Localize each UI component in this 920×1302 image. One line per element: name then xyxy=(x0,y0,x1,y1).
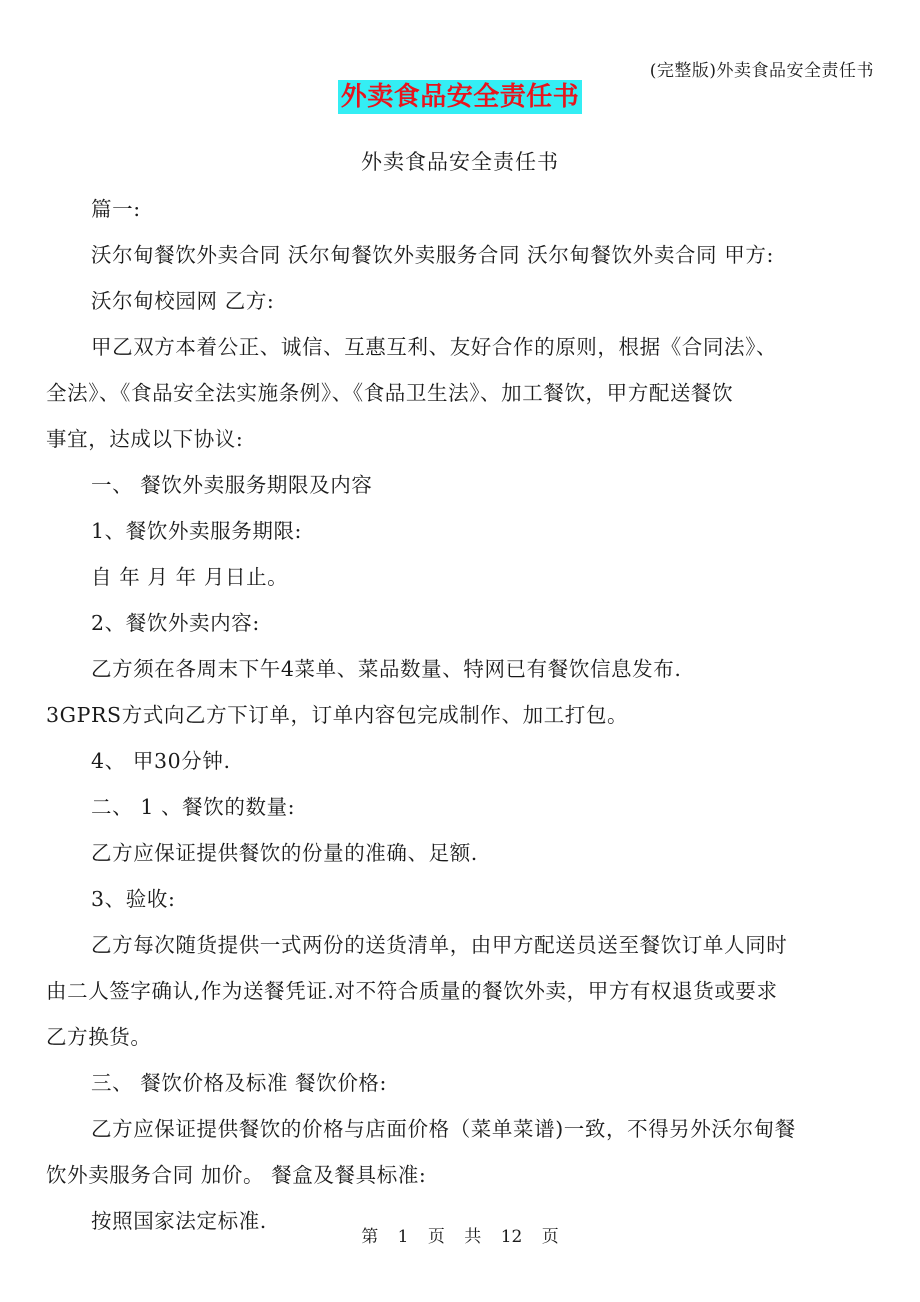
paragraph-line: 由二人签字确认,作为送餐凭证.对不符合质量的餐饮外卖，甲方有权退货或要求 xyxy=(46,979,778,1003)
paragraph-line: 4、 甲30分钟. xyxy=(91,749,231,773)
subsection-heading: 1、餐饮外卖服务期限: xyxy=(91,519,303,543)
section-heading: 二、 1 、餐饮的数量: xyxy=(91,795,296,819)
paragraph-line: 3GPRS方式向乙方下订单，订单内容包完成制作、加工打包。 xyxy=(46,703,629,727)
paragraph-line: 全法》、《食品安全法实施条例》、《食品卫生法》、加工餐饮，甲方配送餐饮 xyxy=(46,381,734,405)
total-pages-number: 12 xyxy=(500,1227,523,1247)
paragraph-line: 乙方应保证提供餐饮的份量的准确、足额. xyxy=(91,841,478,865)
document-subtitle: 外卖食品安全责任书 xyxy=(361,150,559,174)
page-footer xyxy=(0,1222,920,1247)
paragraph-line: 按照国家法定标准. xyxy=(91,1209,267,1233)
paragraph-line: 乙方换货。 xyxy=(46,1025,152,1049)
section-heading: 一、 餐饮外卖服务期限及内容 xyxy=(91,473,373,497)
section-heading: 三、 餐饮价格及标准 餐饮价格: xyxy=(91,1071,388,1095)
paragraph-line: 沃尔甸餐饮外卖合同 沃尔甸餐饮外卖服务合同 沃尔甸餐饮外卖合同 甲方: xyxy=(91,243,774,267)
paragraph-line: 沃尔甸校园网 乙方: xyxy=(91,289,275,313)
footer-label-unit-2: 页 xyxy=(541,1227,559,1247)
subsection-heading: 2、餐饮外卖内容: xyxy=(91,611,260,635)
footer-label-total: 共 xyxy=(464,1227,482,1247)
document-body xyxy=(46,186,874,1244)
section-heading: 篇一: xyxy=(91,197,141,221)
subsection-heading: 3、验收: xyxy=(91,887,176,911)
paragraph-line: 饮外卖服务合同 加价。 餐盒及餐具标准: xyxy=(46,1163,427,1187)
footer-label-page: 第 xyxy=(361,1227,379,1247)
paragraph-line: 事宜，达成以下协议: xyxy=(46,427,244,451)
document-title: 外卖食品安全责任书 xyxy=(338,80,583,114)
paragraph-line: 乙方须在各周末下午4菜单、菜品数量、特网已有餐饮信息发布. xyxy=(91,657,682,681)
running-header: (完整版)外卖食品安全责任书 xyxy=(649,61,874,81)
paragraph-line: 乙方每次随货提供一式两份的送货清单，由甲方配送员送至餐饮订单人同时 xyxy=(91,933,788,957)
footer-label-unit: 页 xyxy=(427,1227,445,1247)
paragraph-line: 乙方应保证提供餐饮的价格与店面价格（菜单菜谱)一致，不得另外沃尔甸餐 xyxy=(91,1117,796,1141)
paragraph-line: 甲乙双方本着公正、诚信、互惠互利、友好合作的原则，根据《合同法》、 xyxy=(91,335,778,359)
title-container xyxy=(0,80,920,114)
current-page-number: 1 xyxy=(397,1227,409,1247)
paragraph-line: 自 年 月 年 月日止。 xyxy=(91,565,289,589)
